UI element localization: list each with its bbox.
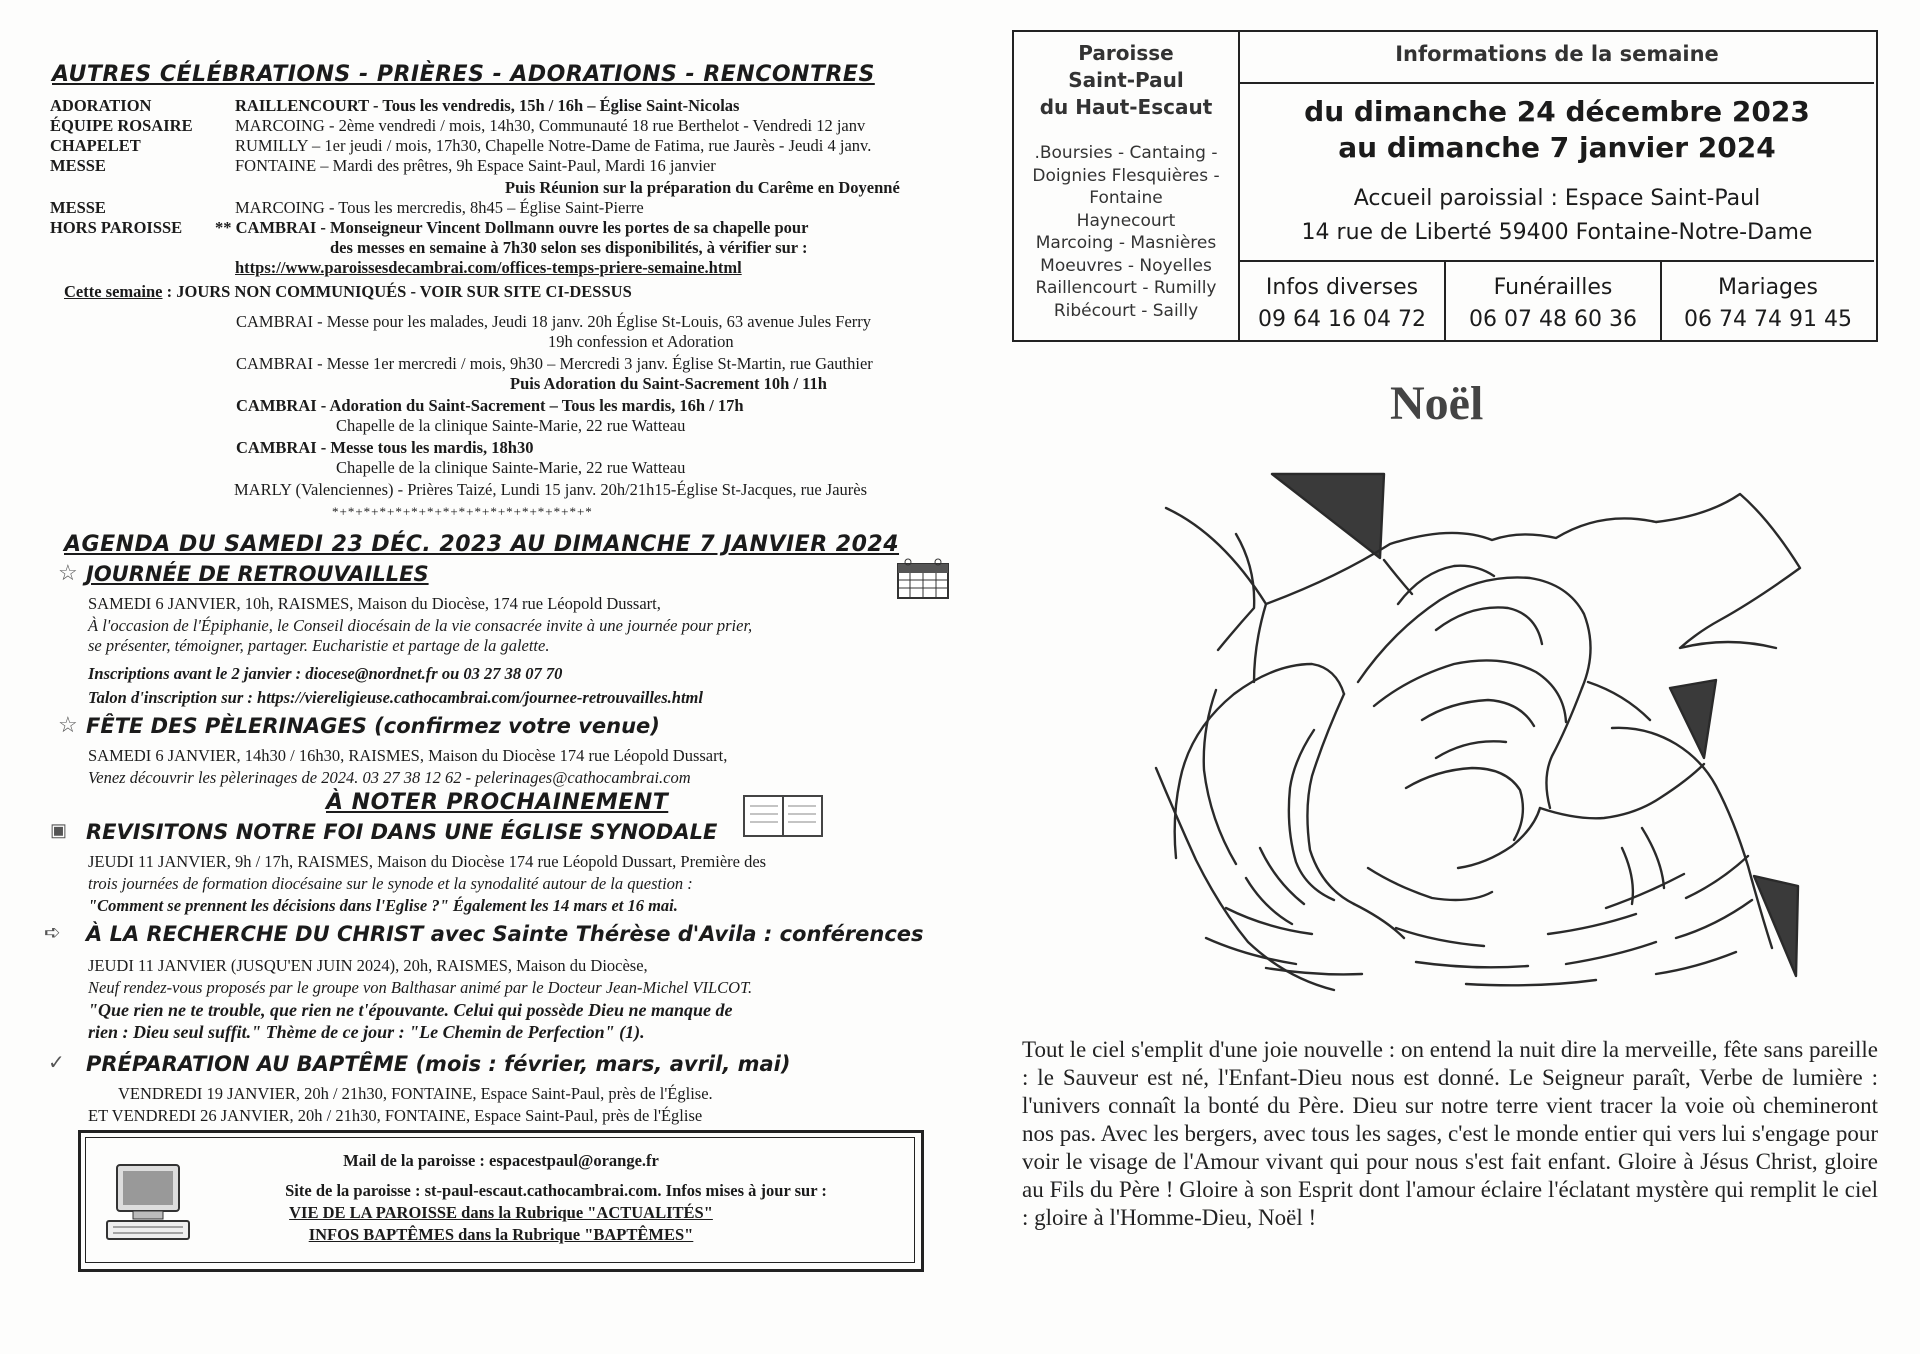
synodale-line: JEUDI 11 JANVIER, 9h / 17h, RAISMES, Maison du Diocèse 174 rue Léopold Dussart, Première des: [88, 852, 767, 871]
accueil-line: Accueil paroissial : Espace Saint-Paul: [1353, 186, 1761, 211]
bapteme-title: PRÉPARATION AU BAPTÊME (mois : février, mars, avril, mai): [86, 1052, 791, 1076]
retrouvailles-inscriptions[interactable]: Inscriptions avant le 2 janvier : diocese@nordnet.fr ou 03 27 38 07 70: [88, 664, 563, 683]
offices-link[interactable]: https://www.paroissesdecambrai.com/offices-temps-priere-semaine.html: [235, 258, 742, 277]
agenda-header: AGENDA DU SAMEDI 23 DÉC. 2023 AU DIMANCHE 7 JANVIER 2024: [64, 532, 900, 557]
synodale-line: trois journées de formation diocésaine sur le synode et la synodalité autour de la question :: [88, 874, 693, 893]
square-bullet-icon: ▣: [50, 820, 68, 840]
noel-title: Noël: [1390, 377, 1484, 430]
christ-quote: rien : Dieu seul suffit." Thème de ce jour : "Le Chemin de Perfection" (1).: [88, 1022, 645, 1042]
schedule-row-continuation: Puis Réunion sur la préparation du Carême en Doyenné: [505, 178, 900, 197]
week-line: MARLY (Valenciennes) - Prières Taizé, Lundi 15 janv. 20h/21h15-Église St-Jacques, rue Jaurès: [234, 480, 868, 499]
celebrations-header: AUTRES CÉLÉBRATIONS - PRIÈRES - ADORATIONS - RENCONTRES: [52, 62, 875, 87]
date-line: du dimanche 24 décembre 2023: [1304, 95, 1810, 128]
mail-line[interactable]: Mail de la paroisse : espacestpaul@orange.fr: [343, 1151, 659, 1170]
bapteme-line: ET VENDREDI 26 JANVIER, 20h / 21h30, FONTAINE, Espace Saint-Paul, près de l'Église: [88, 1106, 703, 1125]
this-week-label: Cette semaine: [64, 282, 163, 301]
arrow-bullet-icon: ➪: [44, 922, 61, 944]
infos-baptemes-link[interactable]: INFOS BAPTÊMES dans la Rubrique "BAPTÊMES": [308, 1225, 694, 1244]
week-line: Chapelle de la clinique Sainte-Marie, 22 rue Watteau: [336, 458, 686, 477]
parish-name: Paroisse Saint-Paul du Haut-Escaut: [1039, 41, 1213, 119]
christ-title: À LA RECHERCHE DU CHRIST avec Sainte Thérèse d'Avila : conférences: [86, 922, 924, 946]
retrouvailles-line: se présenter, témoigner, partager. Eucharistie et partage de la galette.: [88, 636, 550, 655]
contact-funerailles: Funérailles 06 07 48 60 36: [1469, 275, 1637, 332]
retrouvailles-talon-link[interactable]: Talon d'inscription sur : https://viereligieuse.cathocambrai.com/journee-retrouvailles.html: [88, 688, 703, 707]
week-line: Puis Adoration du Saint-Sacrement 10h / 11h: [510, 374, 827, 393]
noter-header: À NOTER PROCHAINEMENT: [326, 790, 669, 815]
accueil-line: 14 rue de Liberté 59400 Fontaine-Notre-Dame: [1301, 220, 1813, 245]
noel-text: Tout le ciel s'emplit d'une joie nouvelle : on entend la nuit dire la merveille, fête sans pareille : le Sauveur est né, l'Enfant-Dieu nous est donné. Le Seigneur paraît, Verbe de lumière : l'univers connaît la bonté du Père. Dieu sur notre terre vient tracer la voie où chemineront nos pas. Avec les bergers, avec tous les sages, c'est le monde entier qui vers lui s'engage pour voir le visage de l'Amour vivant qui pour nous s'est fait enfant. Gloire à Jésus Christ, gloire au Fils du Père ! Gloire à son Esprit dont l'amour éclaire l'éclatant mystère qui remplit le ciel : gloire à l'Homme-Dieu, Noël !: [1022, 1037, 1878, 1230]
synodale-title: REVISITONS NOTRE FOI DANS UNE ÉGLISE SYNODALE: [86, 820, 718, 844]
pelerinages-line: Venez découvrir les pèlerinages de 2024. 03 27 38 12 62 - pelerinages@cathocambrai.com: [88, 768, 691, 787]
week-line: CAMBRAI - Messe 1er mercredi / mois, 9h30 – Mercredi 3 janv. Église St-Martin, rue Gauthier: [236, 354, 873, 373]
star-icon: ☆: [58, 712, 78, 737]
nativity-illustration: [1136, 468, 1848, 1000]
week-line: 19h confession et Adoration: [548, 332, 734, 351]
bapteme-line: VENDREDI 19 JANVIER, 20h / 21h30, FONTAINE, Espace Saint-Paul, près de l'Église.: [118, 1084, 713, 1103]
christ-line: Neuf rendez-vous proposés par le groupe von Balthasar animé par le Docteur Jean-Michel VILCOT.: [88, 978, 753, 997]
week-line: CAMBRAI - Messe pour les malades, Jeudi 18 janv. 20h Église St-Louis, 63 avenue Jules Ferry: [236, 312, 872, 331]
contact-mariages: Mariages 06 74 74 91 45: [1684, 275, 1852, 332]
site-line[interactable]: Site de la paroisse : st-paul-escaut.cathocambrai.com. Infos mises à jour sur :: [285, 1181, 827, 1200]
christ-line: JEUDI 11 JANVIER (JUSQU'EN JUIN 2024), 20h, RAISMES, Maison du Diocèse,: [88, 956, 648, 975]
pelerinages-line: SAMEDI 6 JANVIER, 14h30 / 16h30, RAISMES, Maison du Diocèse 174 rue Léopold Dussart,: [88, 746, 728, 765]
check-icon: ✓: [48, 1052, 65, 1074]
contact-infos: Infos diverses 09 64 16 04 72: [1258, 275, 1426, 332]
info-title: Informations de la semaine: [1395, 42, 1719, 66]
divider: *+*+*+*+*+*+*+*+*+*+*+*+*+*+*+*+*: [332, 504, 593, 519]
vie-paroisse-link[interactable]: VIE DE LA PAROISSE dans la Rubrique "ACTUALITÉS": [289, 1203, 713, 1222]
parish-contact-box: [78, 1130, 924, 1272]
star-icon: ☆: [58, 560, 78, 585]
villages-list: .Boursies - Cantaing - Doignies Flesquières - Fontaine Haynecourt Marcoing - Masnières Moeuvres - Noyelles Raillencourt - Rumilly Ribécourt - Sailly: [1032, 143, 1220, 321]
synodale-line: "Comment se prennent les décisions dans l'Eglise ?" Également les 14 mars et 16 mai.: [88, 896, 678, 915]
retrouvailles-title: JOURNÉE DE RETROUVAILLES: [86, 562, 429, 586]
notebook-icon: [742, 794, 824, 840]
retrouvailles-line: À l'occasion de l'Épiphanie, le Conseil diocésain de la vie consacrée invite à une journée pour prier,: [88, 616, 753, 635]
schedule-row-continuation: des messes en semaine à 7h30 selon ses disponibilités, à vérifier sur :: [330, 238, 808, 257]
pelerinages-title: FÊTE DES PÈLERINAGES (confirmez votre venue): [86, 714, 660, 738]
this-week-line: [64, 282, 632, 302]
calendar-icon: [894, 556, 952, 600]
week-line: CAMBRAI - Messe tous les mardis, 18h30: [236, 438, 534, 457]
this-week-note: : JOURS NON COMMUNIQUÉS - VOIR SUR SITE CI-DESSUS: [166, 282, 632, 301]
retrouvailles-line: SAMEDI 6 JANVIER, 10h, RAISMES, Maison du Diocèse, 174 rue Léopold Dussart,: [88, 594, 661, 613]
date-line: au dimanche 7 janvier 2024: [1338, 131, 1776, 164]
week-line: Chapelle de la clinique Sainte-Marie, 22 rue Watteau: [336, 416, 686, 435]
week-line: CAMBRAI - Adoration du Saint-Sacrement – Tous les mardis, 16h / 17h: [236, 396, 744, 415]
christ-quote: "Que rien ne te trouble, que rien ne t'épouvante. Celui qui possède Dieu ne manque de: [88, 1000, 733, 1020]
